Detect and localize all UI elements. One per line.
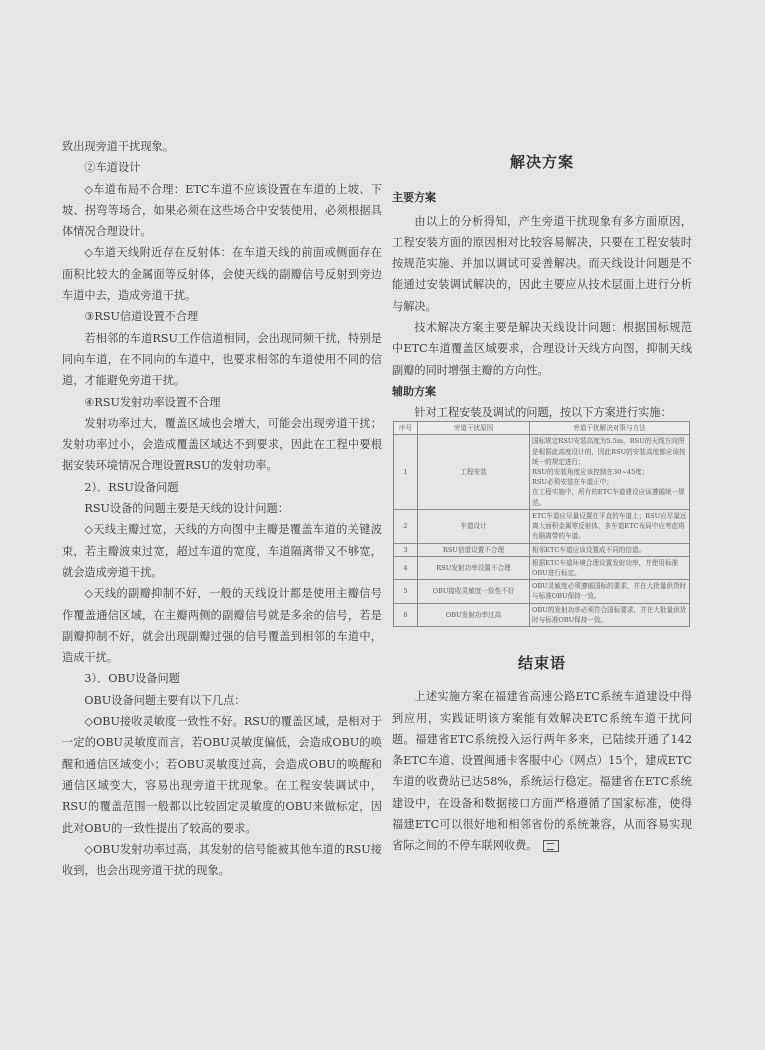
paragraph-aux-intro: 针对工程安装及调试的问题，按以下方案进行实施：	[414, 406, 672, 420]
table-cell-no: 6	[394, 603, 418, 626]
table-header-row	[394, 422, 690, 435]
table-header-no: 序号	[394, 422, 418, 435]
table-row	[394, 603, 690, 626]
paragraph-main-2: 技术解决方案主要是解决天线设计问题：根据国标规范中ETC车道覆盖区域要求，合理设计天线方向图，抑制天线副瓣的同时增强主瓣的方向性。	[392, 321, 692, 377]
subheading-lane-design: ②车道设计	[84, 161, 141, 175]
table-cell-solution: 国标规定RSU安装高度为5.5m，RSU的天线方向图是根据此高度设计的，因此RSU的安装高度都应该按统一的规定进行； RSU的安装角度应该控制在30~45度； RSU必须安装在车道正中； 在工程实施中，所有的ETC车道建设应该遵循统一规范。	[530, 435, 690, 509]
table-row	[394, 556, 690, 579]
table-cell-no: 1	[394, 435, 418, 509]
table-cell-no: 5	[394, 580, 418, 603]
table-row	[394, 435, 690, 509]
table-cell-cause: RSU发射功率设置不合理	[418, 556, 530, 579]
left-column	[62, 136, 382, 881]
conclusion-text: 上述实施方案在福建省高速公路ETC系统车道建设中得到应用，实践证明该方案能有效解决ETC系统车道干扰问题。福建省ETC系统投入运行两年多来，已陆续开通了142条ETC车道、设置闽通卡客服中心（网点）15个，建成ETC车道的收费站已达58%，系统运行稳定。福建省在ETC系统建设中，在设备和数据接口方面严格遵循了国家标准，使得福建ETC可以很好地和相邻省份的系统兼容，从而容易实现省际之间的不停车联网收费。	[392, 690, 692, 853]
table-cell-cause: RSU信道设置不合理	[418, 543, 530, 556]
table-cell-solution: 相邻ETC车道应该设置成不同的信道。	[530, 543, 690, 556]
table-cell-solution: ETC车道应尽量设置在平直的车道上；RSU应尽量远离大面积金属等反射体，多车道ETC布局中应考虑将有隔离带的车道。	[530, 509, 690, 543]
table-cell-solution: OBU灵敏度必须遵循国标的要求，并在大批量供货时与标准OBU保持一致。	[530, 580, 690, 603]
paragraph-main-1: 由以上的分析得知，产生旁道干扰现象有多方面原因，工程安装方面的原因相对比较容易解决，只要在工程安装时按规范实施、并加以调试可妥善解决。而天线设计问题是不能通过安装调试解决的，因此主要应从技术层面上进行分析与解决。	[392, 214, 692, 313]
subtitle-main-solution: 主要方案	[392, 191, 436, 205]
paragraph-main-lobe: ◇天线主瓣过宽，天线的方向图中主瓣是覆盖车道的关键波束，若主瓣波束过宽，超过车道的宽度，车道隔离带又不够宽，就会造成旁道干扰。	[62, 523, 382, 579]
section-title-solution: 解决方案	[509, 153, 574, 171]
paragraph-rsu-device: RSU设备的问题主要是天线的设计问题：	[84, 502, 289, 516]
table-cell-cause: 工程安装	[418, 435, 530, 509]
paragraph-obu-power: ◇OBU发射功率过高，其发射的信号能被其他车道的RSU接收到，也会出现旁道干扰的现象。	[62, 842, 382, 878]
table-row	[394, 509, 690, 543]
section-title-conclusion: 结束语	[517, 653, 566, 672]
paragraph-obu-device: OBU设备问题主要有以下几点：	[84, 693, 246, 707]
table-cell-solution: OBU的发射功率必须符合国标要求，并在大批量供货时与标准OBU保持一致。	[530, 603, 690, 626]
table-header-solution: 旁道干扰解决对策与方法	[530, 422, 690, 435]
table-row	[394, 543, 690, 556]
paragraph-conclusion	[392, 686, 692, 856]
paragraph-1: 致出现旁道干扰现象。	[62, 140, 174, 153]
table-row	[394, 580, 690, 603]
table-cell-cause: OBU发射功率过高	[418, 603, 530, 626]
paragraph-obu-sensitivity: ◇OBU接收灵敏度一致性不好。RSU的覆盖区域，是相对于一定的OBU灵敏度而言，若OBU灵敏度偏低，会造成OBU的唤醒和通信区域变小；若OBU灵敏度过高，会造成OBU的唤醒和通信区域变大，容易出现旁道干扰现象。在工程安装调试中，RSU的覆盖范围一般都以比较固定灵敏度的OBU来做标定，因此对OBU的一致性提出了较高的要求。	[62, 715, 382, 835]
subheading-rsu-device: 2）．RSU设备问题	[84, 480, 179, 494]
table-cell-solution: 根据ETC车道环境合理设置发射功率，并使用标准OBU进行标定。	[530, 556, 690, 579]
paragraph-lane-layout: ◇车道布局不合理：ETC车道不应该设置在车道的上坡、下坡、拐弯等场合，如果必须在这些场合中安装使用，必须根据具体情况合理设计。	[62, 182, 382, 239]
table-cell-no: 4	[394, 556, 418, 579]
solution-table	[393, 421, 690, 627]
paragraph-reflector: ◇车道天线附近存在反射体：在车道天线的前面或侧面存在面积比较大的金属面等反射体，会使天线的副瓣信号反射到旁边车道中去，造成旁道干扰。	[62, 246, 382, 303]
subheading-obu-device: 3）．OBU设备问题	[84, 672, 180, 686]
subtitle-aux-solution: 辅助方案	[392, 384, 436, 398]
table-cell-no: 2	[394, 509, 418, 543]
table-cell-no: 3	[394, 543, 418, 556]
end-mark-icon	[543, 840, 559, 852]
table-cell-cause: 车道设计	[418, 509, 530, 543]
subheading-rsu-power: ④RSU发射功率设置不合理	[84, 395, 221, 409]
table-header-cause: 旁道干扰原因	[418, 422, 530, 435]
subheading-rsu-channel: ③RSU信道设置不合理	[84, 310, 199, 324]
paragraph-rsu-channel: 若相邻的车道RSU工作信道相同，会出现同频干扰，特别是同向车道，在不同向的车道中，也要求相邻的车道使用不同的信道，才能避免旁道干扰。	[62, 331, 382, 388]
paragraph-side-lobe: ◇天线的副瓣抑制不好，一般的天线设计都是使用主瓣信号作覆盖通信区域，在主瓣两侧的副瓣信号就是多余的信号，若是副瓣抑制不好，就会出现副瓣过强的信号覆盖到相邻的车道中，造成干扰。	[62, 587, 382, 665]
paragraph-rsu-power: 发射功率过大，覆盖区域也会增大，可能会出现旁道干扰；发射功率过小，会造成覆盖区域达不到要求，因此在工程中要根据安装环境情况合理设置RSU的发射功率。	[62, 416, 382, 473]
table-cell-cause: OBU接收灵敏度一致性不好	[418, 580, 530, 603]
right-column	[392, 150, 692, 857]
